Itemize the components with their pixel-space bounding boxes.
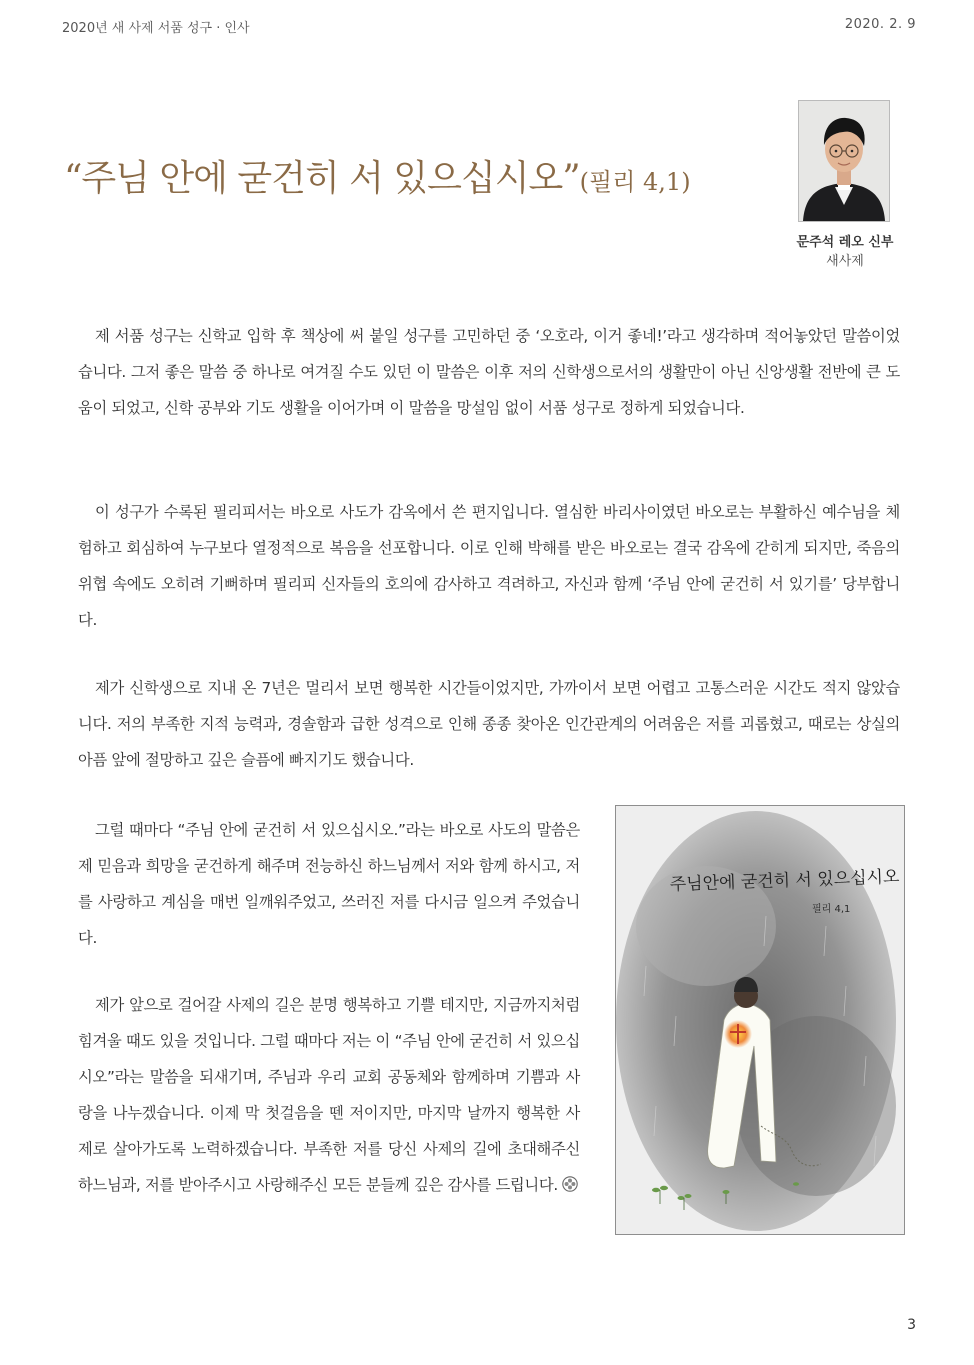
paragraph-last (78, 987, 580, 1203)
title-main: “주님 안에 굳건히 서 있으십시오” (64, 158, 580, 199)
paragraph-1 (78, 318, 900, 426)
paragraph-3 (78, 670, 900, 778)
flower-icon (562, 1176, 578, 1192)
illustration-caption: 주님안에 굳건히 서 있으십시오 (669, 866, 900, 895)
paragraph-text: 제 서품 성구는 신학교 입학 후 책상에 써 붙일 성구를 고민하던 중 ‘오호라, 이거 좋네!’라고 생각하며 적어놓았던 말씀이었습니다. 그저 좋은 말씀 중 하나로 여겨질 수도 있던 이 말씀은 이후 저의 신학생으로서의 생활만이 아닌 신앙생활 전반에 큰 도움이 되었고, 신학 공부와 기도 생활을 이어가며 이 말씀을 망설임 없이 서품 성구로 정하게 되었습니다. (78, 327, 900, 417)
paragraph-text: 제가 신학생으로 지내 온 7년은 멀리서 보면 행복한 시간들이었지만, 가까이서 보면 어렵고 고통스러운 시간도 적지 않았습니다. 저의 부족한 지적 능력과, 경솔함과 급한 성격으로 인해 종종 찾아온 인간관계의 어려움은 저를 괴롭혔고, 때로는 상실의 아픔 앞에 절망하고 깊은 슬픔에 빠지기도 했습니다. (78, 679, 900, 769)
paragraph-text: 그럴 때마다 “주님 안에 굳건히 서 있으십시오.”라는 바오로 사도의 말씀은 제 믿음과 희망을 굳건하게 해주며 전능하신 하느님께서 저와 함께 하시고, 저를 사랑하고 계심을 매번 일깨워주었고, 쓰러진 저를 다시금 일으켜 주었습니다. (78, 821, 580, 947)
title-reference: (필리 4,1) (579, 168, 691, 196)
paragraph-text: 이 성구가 수록된 필리피서는 바오로 사도가 감옥에서 쓴 편지입니다. 열심한 바리사이였던 바오로는 부활하신 예수님을 체험하고 회심하여 누구보다 열정적으로 복음을 선포합니다. 이로 인해 박해를 받은 바오로는 결국 감옥에 갇히게 되지만, 죽음의 위협 속에도 오히려 기뻐하며 필리피 신자들의 호의에 감사하고 격려하고, 자신과 함께 ‘주님 안에 굳건히 서 있기를’ 당부합니다. (78, 503, 900, 629)
paragraph-text: 제가 앞으로 걸어갈 사제의 길은 분명 행복하고 기쁠 테지만, 지금까지처럼 힘겨울 때도 있을 것입니다. 그럴 때마다 저는 이 “주님 안에 굳건히 서 있으십시오”라는 말씀을 되새기며, 주님과 우리 교회 공동체와 함께하며 기쁨과 사랑을 나누겠습니다. 이제 막 첫걸음을 뗀 저이지만, 마지막 날까지 행복한 사제로 살아가도록 노력하겠습니다. 부족한 저를 당신 사제의 길에 초대해주신 하느님과, 저를 받아주시고 사랑해주신 모든 분들께 깊은 감사를 드립니다. (78, 996, 580, 1194)
header-section-title: 2020년 새 사제 서품 성구 · 인사 (62, 21, 250, 36)
illustration-frame (615, 805, 905, 1235)
paragraph-5 (78, 987, 580, 1203)
paragraph-4 (78, 812, 580, 956)
author-name: 문주석 레오 신부 (796, 235, 894, 250)
illustration-reference: 필리 4,1 (812, 904, 851, 915)
author-block (770, 233, 920, 271)
header-date: 2020. 2. 9 (844, 17, 916, 32)
author-role: 새사제 (826, 254, 864, 269)
portrait-image (799, 101, 889, 221)
author-photo (798, 100, 890, 222)
page-title (64, 150, 691, 201)
priest-walking-illustration (616, 806, 904, 1234)
paragraph-2 (78, 494, 900, 638)
page-number: 3 (907, 1317, 916, 1333)
